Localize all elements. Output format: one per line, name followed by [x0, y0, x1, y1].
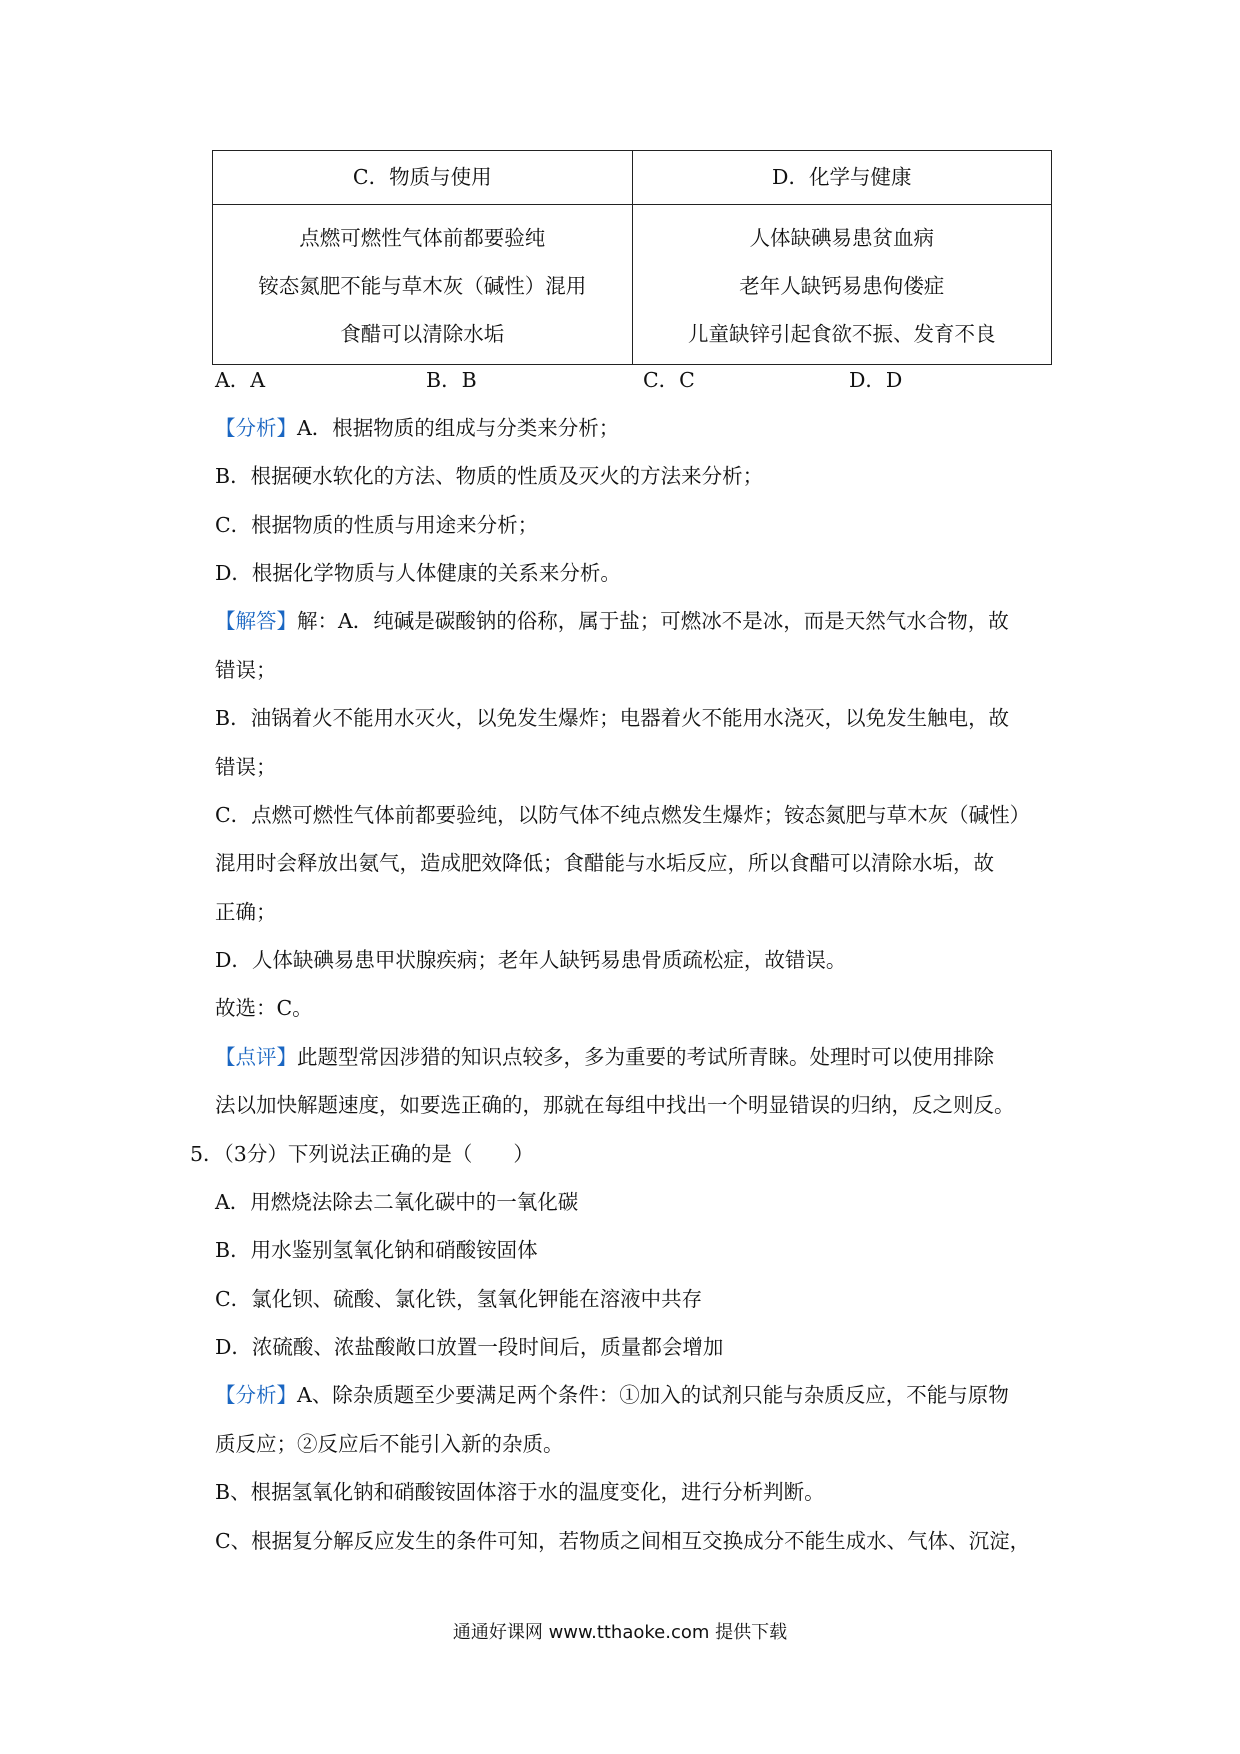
- table-header-row: [213, 151, 1052, 205]
- answer-line: D．人体缺碘易患甲状腺疾病；老年人缺钙易患骨质疏松症，故错误。: [215, 948, 847, 972]
- header-c: C．物质与使用: [213, 151, 633, 205]
- analysis-line: B、根据氢氧化钠和硝酸铵固体溶于水的温度变化，进行分析判断。: [215, 1480, 825, 1504]
- analysis-tag: 【分析】: [215, 1383, 297, 1407]
- table-cell-line: 儿童缺锌引起食欲不振、发育不良: [688, 322, 996, 346]
- answer-line: 【解答】解：A．纯碱是碳酸钠的俗称，属于盐；可燃冰不是冰，而是天然气水合物，故: [215, 609, 1009, 633]
- answer-line: B．油锅着火不能用水灭火，以免发生爆炸；电器着火不能用水浇灭，以免发生触电，故: [215, 706, 1010, 730]
- comment-line: 【点评】此题型常因涉猎的知识点较多，多为重要的考试所青睐。处理时可以使用排除: [215, 1045, 994, 1069]
- table-cell-line: 人体缺碘易患贫血病: [749, 226, 934, 250]
- analysis-line: C、根据复分解反应发生的条件可知，若物质之间相互交换成分不能生成水、气体、沉淀，: [215, 1529, 1031, 1553]
- analysis-line: 【分析】A、除杂质题至少要满足两个条件：①加入的试剂只能与杂质反应，不能与原物: [215, 1383, 1009, 1407]
- comment-tag: 【点评】: [215, 1045, 297, 1069]
- table-cell-line: 点燃可燃性气体前都要验纯: [299, 226, 546, 250]
- answer-line: 混用时会释放出氨气，造成肥效降低；食醋能与水垢反应，所以食醋可以清除水垢，故: [215, 851, 994, 875]
- column-c-cell: [213, 205, 633, 365]
- analysis-line: C．根据物质的性质与用途来分析；: [215, 513, 539, 537]
- question-option: D．浓硫酸、浓盐酸敞口放置一段时间后，质量都会增加: [215, 1335, 724, 1359]
- question-option: C．氯化钡、硫酸、氯化铁，氢氧化钾能在溶液中共存: [215, 1287, 703, 1311]
- question-option: B．用水鉴别氢氧化钠和硝酸铵固体: [215, 1238, 538, 1262]
- analysis-line: B．根据硬水软化的方法、物质的性质及灭火的方法来分析；: [215, 464, 764, 488]
- choice-d: D．D: [849, 368, 903, 392]
- table-cell-line: 老年人缺钙易患佝偻症: [739, 274, 945, 298]
- table-cell-line: 铵态氮肥不能与草木灰（碱性）混用: [258, 274, 587, 298]
- analysis-line: 【分析】A．根据物质的组成与分类来分析；: [215, 416, 620, 440]
- answer-tag: 【解答】: [215, 609, 297, 633]
- question-stem: 5．（3分）下列说法正确的是（ ）: [190, 1142, 534, 1166]
- table-cell-line: 食醋可以清除水垢: [340, 322, 505, 346]
- answer-line: 错误；: [215, 755, 277, 779]
- choice-b: B．B: [426, 368, 477, 392]
- analysis-tag: 【分析】: [215, 416, 297, 440]
- column-d-cell: [632, 205, 1052, 365]
- analysis-line: 质反应；②反应后不能引入新的杂质。: [215, 1432, 564, 1456]
- page-footer: 通通好课网 www.tthaoke.com 提供下载: [452, 1622, 788, 1643]
- answer-line: 错误；: [215, 658, 277, 682]
- choice-a: A．A: [215, 368, 266, 392]
- answer-line: C．点燃可燃性气体前都要验纯，以防气体不纯点燃发生爆炸；铵态氮肥与草木灰（碱性）: [215, 803, 1031, 827]
- choice-c: C．C: [643, 368, 695, 392]
- options-table: [212, 150, 1052, 365]
- answer-line: 故选：C。: [215, 996, 313, 1020]
- question-option: A．用燃烧法除去二氧化碳中的一氧化碳: [215, 1190, 579, 1214]
- analysis-line: D．根据化学物质与人体健康的关系来分析。: [215, 561, 621, 585]
- answer-line: 正确；: [215, 900, 277, 924]
- table-body-row: [213, 205, 1052, 365]
- header-d: D．化学与健康: [632, 151, 1052, 205]
- comment-line: 法以加快解题速度，如要选正确的，那就在每组中找出一个明显错误的归纳，反之则反。: [215, 1093, 1015, 1117]
